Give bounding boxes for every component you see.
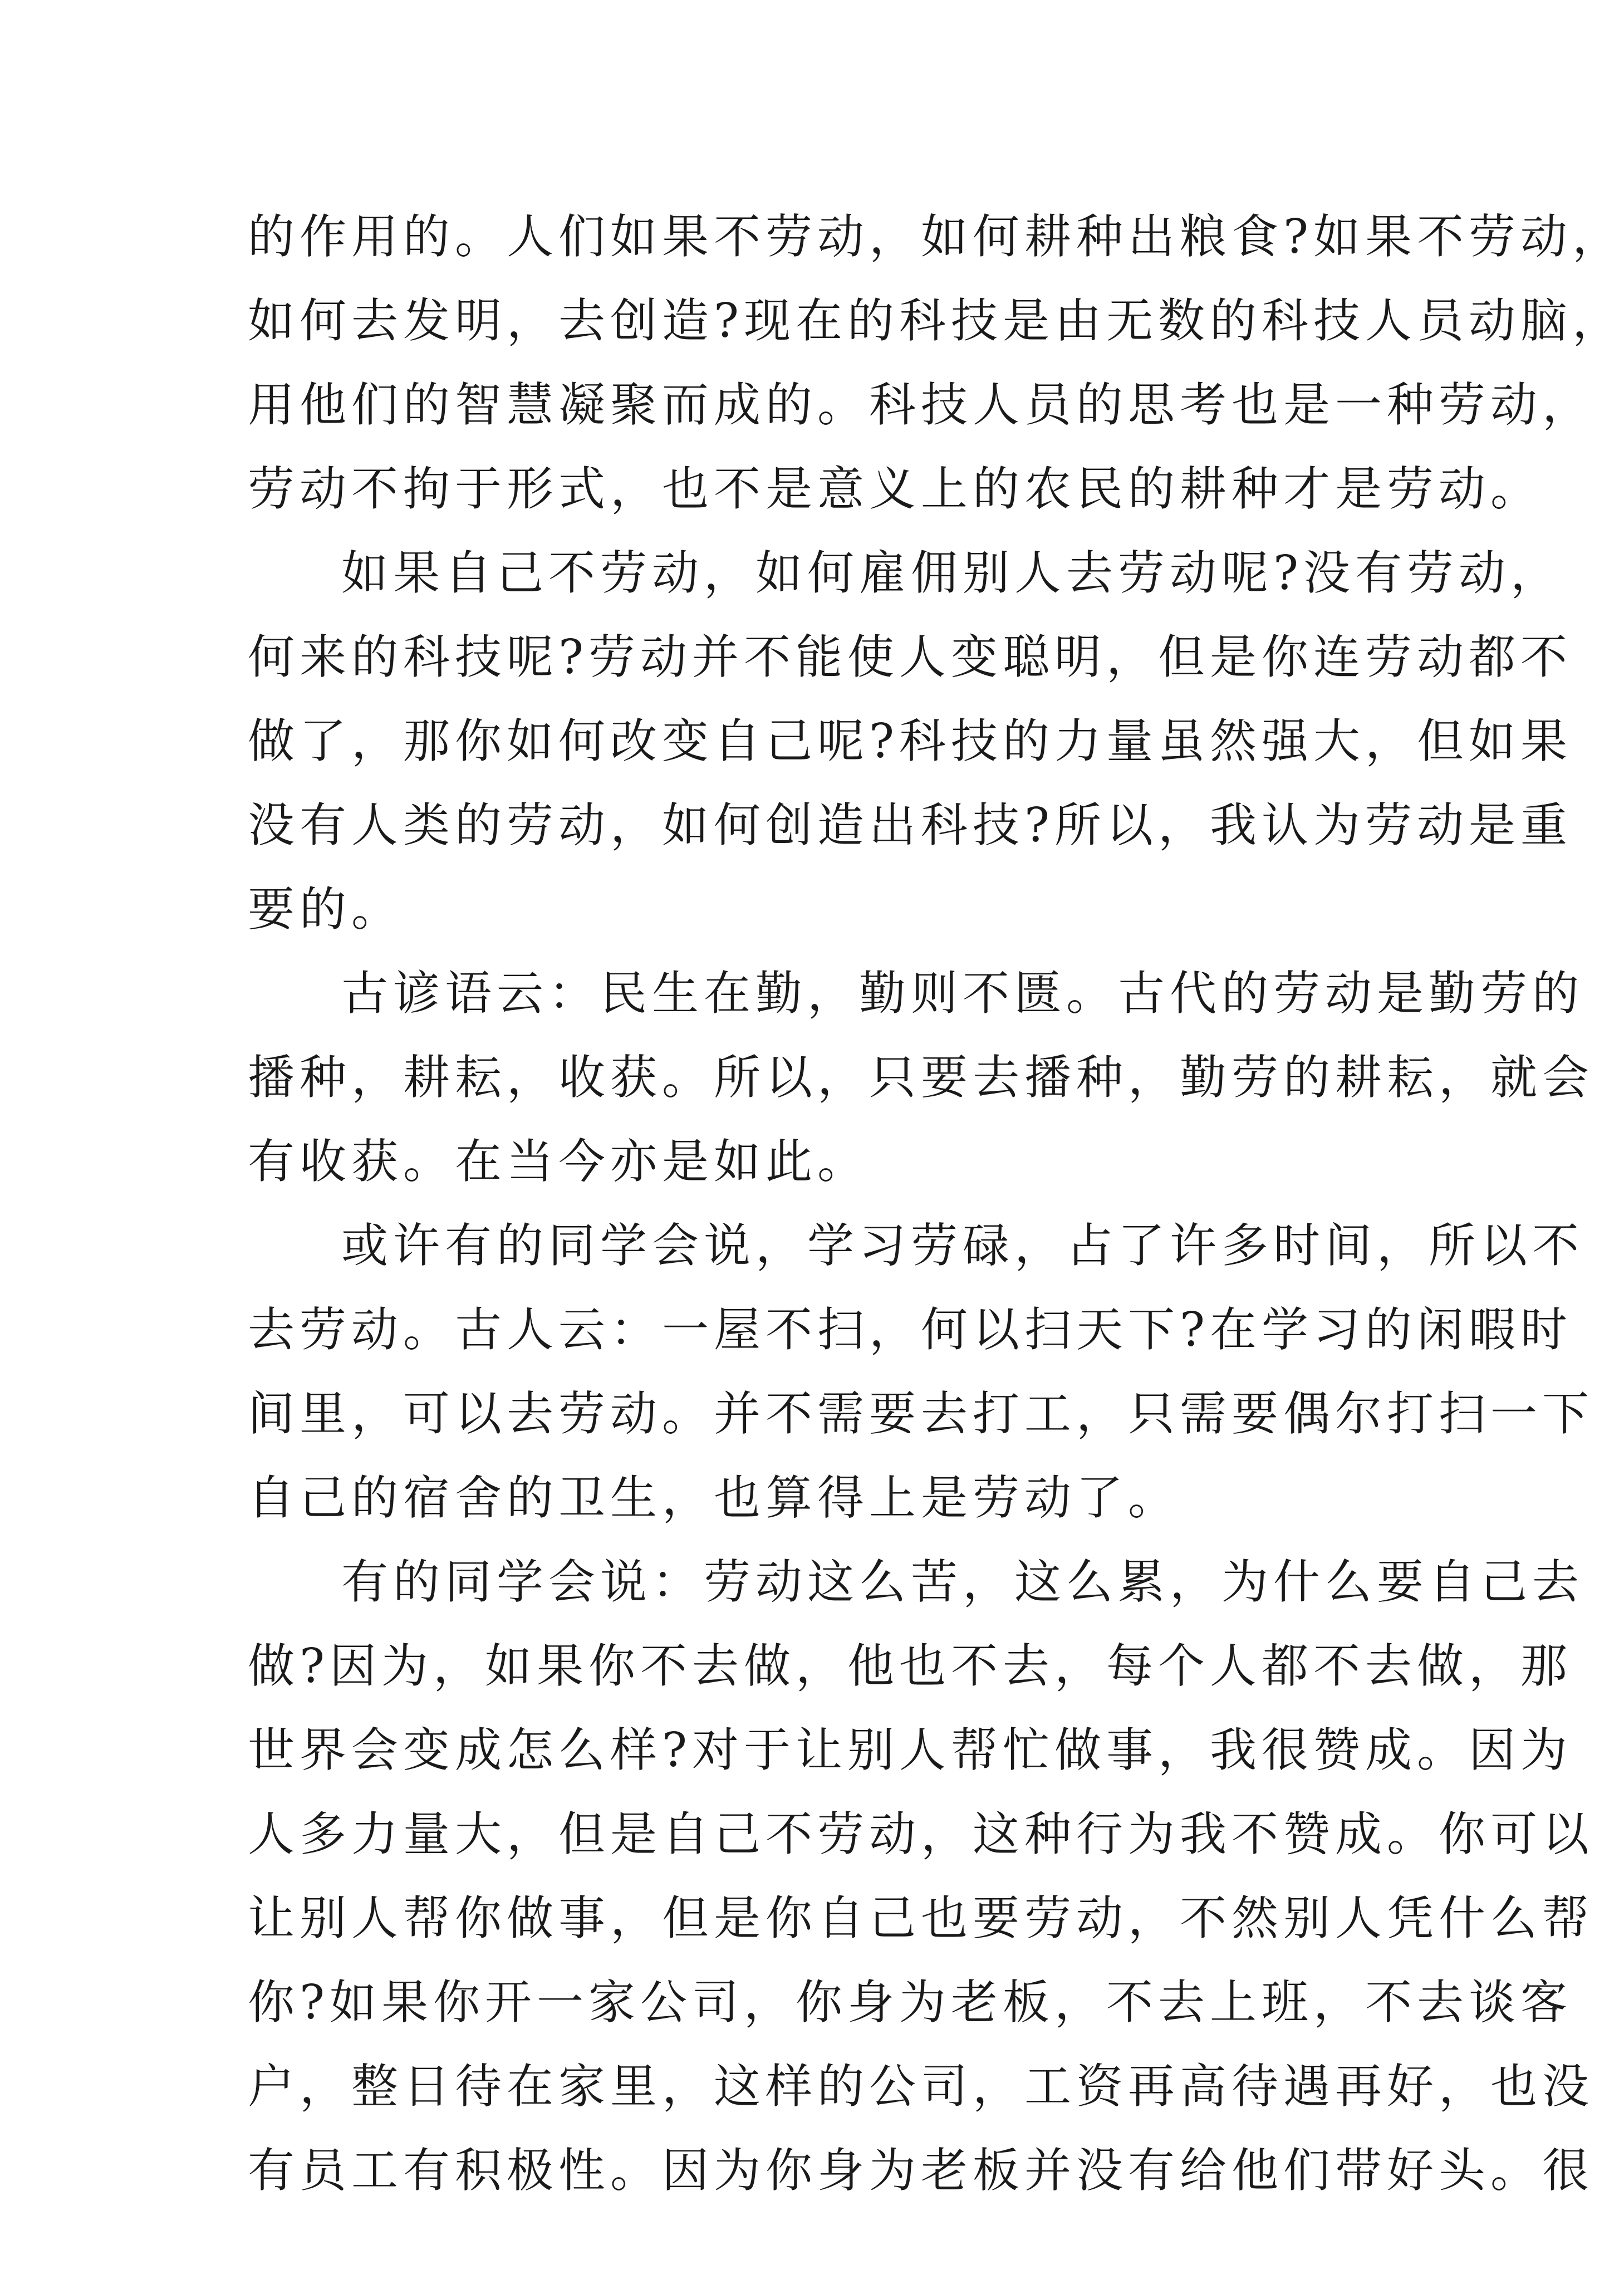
text-line: 去劳动。古人云：一屋不扫，何以扫天下?在学习的闲暇时 — [248, 1302, 1573, 1357]
text-line: 做了，那你如何改变自己呢?科技的力量虽然强大，但如果 — [248, 714, 1573, 768]
paragraph-first-line: 如果自己不劳动，如何雇佣别人去劳动呢?没有劳动， — [341, 546, 1563, 600]
text-line: 何来的科技呢?劳动并不能使人变聪明，但是你连劳动都不 — [248, 630, 1573, 684]
text-line: 你?如果你开一家公司，你身为老板，不去上班，不去谈客 — [248, 1975, 1573, 2030]
text-line: 的作用的。人们如果不劳动，如何耕种出粮食?如果不劳动， — [248, 209, 1624, 264]
paragraph-first-line: 或许有的同学会说，学习劳碌，占了许多时间，所以不 — [341, 1218, 1584, 1273]
text-line: 有员工有积极性。因为你身为老板并没有给他们带好头。很 — [248, 2143, 1594, 2198]
text-line: 如何去发明，去创造?现在的科技是由无数的科技人员动脑， — [248, 293, 1624, 348]
text-line: 间里，可以去劳动。并不需要去打工，只需要偶尔打扫一下 — [248, 1386, 1594, 1441]
text-line: 有收获。在当今亦是如此。 — [248, 1134, 870, 1189]
text-line: 自己的宿舍的卫生，也算得上是劳动了。 — [248, 1471, 1180, 1525]
text-line: 世界会变成怎么样?对于让别人帮忙做事，我很赞成。因为 — [248, 1723, 1573, 1777]
text-line: 没有人类的劳动，如何创造出科技?所以，我认为劳动是重 — [248, 798, 1573, 852]
text-line: 劳动不拘于形式，也不是意义上的农民的耕种才是劳动。 — [248, 462, 1543, 516]
paragraph-first-line: 有的同学会说：劳动这么苦，这么累，为什么要自己去 — [341, 1555, 1584, 1609]
text-line: 人多力量大，但是自己不劳动，这种行为我不赞成。你可以 — [248, 1807, 1594, 1861]
paragraph-first-line: 古谚语云：民生在勤，勤则不匮。古代的劳动是勤劳的 — [341, 966, 1584, 1021]
text-line: 用他们的智慧凝聚而成的。科技人员的思考也是一种劳动， — [248, 378, 1594, 432]
text-line: 让别人帮你做事，但是你自己也要劳动，不然别人凭什么帮 — [248, 1891, 1594, 1945]
body-text — [248, 195, 1624, 2213]
text-line: 播种，耕耘，收获。所以，只要去播种，勤劳的耕耘，就会 — [248, 1050, 1594, 1105]
text-line: 户，整日待在家里，这样的公司，工资再高待遇再好，也没 — [248, 2059, 1594, 2114]
text-line: 做?因为，如果你不去做，他也不去，每个人都不去做，那 — [248, 1639, 1573, 1693]
text-line: 要的。 — [248, 882, 404, 937]
